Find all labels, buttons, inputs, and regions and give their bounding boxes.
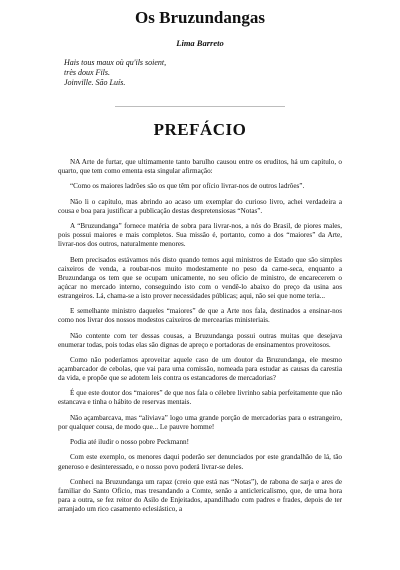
paragraph: Não açambarcava, mas “aliviava” logo uma grande porção de mercadorias para o estrangeiro, por qualquer cousa, de modo que... Le pauvre homme! bbox=[58, 413, 342, 431]
paragraph: É que este doutor dos “maiores” de que nos fala o célebre livrinho sabia perfeitamente que não estancava e tinha o hábito de reservas mentais. bbox=[58, 389, 342, 407]
paragraph: Não li o capítulo, mas abrindo ao acaso um exemplar do curioso livro, achei verdadeira a cousa e boa para justificar a publicação destas despretensiosas “Notas”. bbox=[58, 197, 342, 215]
epigraph-line: Joinville. São Luís. bbox=[64, 78, 126, 87]
paragraph: Com este exemplo, os menores daqui poderão ser denunciados por este grandalhão de lá, tão generoso e desinteressado, e o nosso povo poderá livrar-se deles. bbox=[58, 453, 342, 471]
epigraph-line: très doux Fils. bbox=[64, 68, 110, 77]
epigraph-line: Hais tous maux où qu'ils soient, bbox=[64, 58, 167, 67]
paragraph: “Como os maiores ladrões são os que têm por ofício livrar-nos de outros ladrões”. bbox=[70, 182, 305, 191]
paragraph: Conheci na Bruzundanga um rapaz (creio que está nas “Notas”), de rabona de sarja e ares de familiar do Santo Ofício, mas tresandando a Comte, senão a anticlericalismo, que, de uma hora para a outra, se fez reitor do Asilo de Enjeitados, apandilhado com padres e frades, depois de ter arranjado um rico casamento eclesiástico, a bbox=[58, 477, 342, 514]
paragraph: Não contente com ter dessas cousas, a Bruzundanga possui outras muitas que desejava enumerar todas, pois todas elas são dignas de apreço e portadoras de ensinamentos proveitosos. bbox=[58, 331, 342, 349]
body-text bbox=[58, 158, 342, 514]
paragraph: Podia até iludir o nosso pobre Peckmann! bbox=[70, 438, 189, 447]
paragraph: E semelhante ministro daqueles “maiores” de que a Arte nos fala, destinados a ensinar-nos como nos livrar dos nossos modestos caixeiros de mercearias ministeriais. bbox=[58, 307, 342, 325]
document-title: Os Bruzundangas bbox=[135, 8, 265, 27]
author-name: Lima Barreto bbox=[176, 38, 224, 48]
paragraph: Bem precisados estávamos nós disto quando temos aqui ministros de Estado que são simples caixeiros de venda, a roubar-nos muito modestamente no peso da carne-seca, enquanto a Bruzundanga os tem que se ocupam unicamente, no seu ofício de ministro, de encarecerem o açúcar no mercado interno, conseguindo isto com o vendê-lo abaixo do preço da usina aos estrangeiros. Lá, chama-se a isto prover necessidades públicas; aqui, não sei que nome teria... bbox=[58, 255, 342, 300]
paragraph: A “Bruzundanga” fornece matéria de sobra para livrar-nos, a nós do Brasil, de piores males, pois possui maiores e mais completos. Sua missão é, portanto, como a dos “maiores” da Arte, livrar-nos dos outros, naturalmente menores. bbox=[58, 222, 342, 249]
paragraph: NA Arte de furtar, que ultimamente tanto barulho causou entre os eruditos, há um capítulo, o quarto, que tem como ementa esta singular afirmação: bbox=[58, 158, 342, 176]
paragraph: Como não poderíamos aproveitar aquele caso de um doutor da Bruzundanga, ele mesmo açambarcador de cebolas, que vai para uma comissão, nomeada para estudar as causas da carestia da vida, e propõe que se adotem leis contra os estancadores de mercadorias? bbox=[58, 355, 342, 383]
section-divider bbox=[115, 106, 285, 107]
section-heading: PREFÁCIO bbox=[153, 120, 247, 139]
epigraph bbox=[64, 58, 342, 88]
